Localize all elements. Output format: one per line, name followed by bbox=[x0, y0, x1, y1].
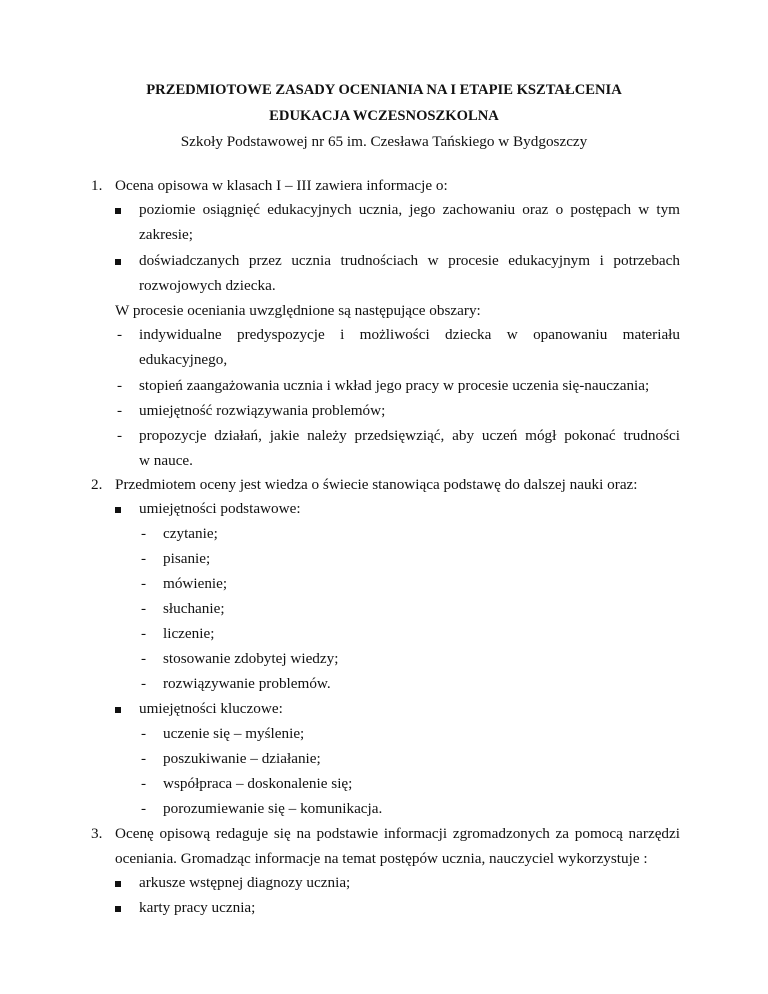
key-skill-item: porozumiewanie się – komunikacja. bbox=[163, 800, 383, 817]
section1-number: 1. bbox=[91, 177, 103, 194]
section2-basic-label: umiejętności podstawowe: bbox=[139, 500, 301, 517]
key-skill-item: uczenie się – myślenie; bbox=[163, 725, 305, 742]
bullet-square-icon bbox=[115, 208, 121, 214]
document-title-line1: PRZEDMIOTOWE ZASADY OCENIANIA NA I ETAPIE KSZTAŁCENIA bbox=[146, 82, 622, 98]
basic-skill-item: stosowanie zdobytej wiedzy; bbox=[163, 650, 339, 667]
section1-bullet1-line1: poziomie osiągnięć edukacyjnych ucznia, jego zachowaniu oraz o postępach w tym bbox=[139, 201, 680, 218]
section1-bullet2-line2: rozwojowych dziecka. bbox=[139, 277, 276, 294]
section1-area2: stopień zaangażowania ucznia i wkład jego pracy w procesie uczenia się-nauczania; bbox=[139, 377, 650, 394]
section1-area1-line1: indywidualne predyspozycje i możliwości dziecka w opanowaniu materiału bbox=[139, 326, 680, 343]
key-skill-item: współpraca – doskonalenie się; bbox=[163, 775, 353, 792]
section1-intro: Ocena opisowa w klasach I – III zawiera informacje o: bbox=[115, 177, 448, 194]
section3-line2: oceniania. Gromadząc informacje na temat postępów ucznia, nauczyciel wykorzystuje : bbox=[115, 850, 648, 867]
basic-skill-item: rozwiązywanie problemów. bbox=[163, 675, 331, 692]
bullet-square-icon bbox=[115, 259, 121, 265]
list-dash: - bbox=[141, 650, 147, 667]
bullet-square-icon bbox=[115, 507, 121, 513]
basic-skill-item: słuchanie; bbox=[163, 600, 225, 617]
section2-intro: Przedmiotem oceny jest wiedza o świecie stanowiąca podstawę do dalszej nauki oraz: bbox=[115, 476, 638, 493]
section2-number: 2. bbox=[91, 476, 103, 493]
list-dash: - bbox=[141, 600, 147, 617]
section3-bullet: karty pracy ucznia; bbox=[139, 899, 256, 916]
basic-skill-item: mówienie; bbox=[163, 575, 228, 592]
section1-area4-line2: w nauce. bbox=[139, 452, 193, 469]
section1-bullet2-line1: doświadczanych przez ucznia trudnościach w procesie edukacyjnym i potrzebach bbox=[139, 252, 680, 269]
list-dash: - bbox=[141, 675, 147, 692]
list-dash: - bbox=[141, 625, 147, 642]
section1-bullet1-line2: zakresie; bbox=[139, 226, 193, 243]
key-skill-item: poszukiwanie – działanie; bbox=[163, 750, 321, 767]
list-dash: - bbox=[141, 750, 147, 767]
section3-bullet: arkusze wstępnej diagnozy ucznia; bbox=[139, 874, 351, 891]
document-subtitle: Szkoły Podstawowej nr 65 im. Czesława Tańskiego w Bydgoszczy bbox=[180, 133, 588, 150]
section1-areas-intro: W procesie oceniania uwzględnione są następujące obszary: bbox=[115, 302, 481, 319]
section1-area4-line1: propozycje działań, jakie należy przedsięwziąć, aby uczeń mógł pokonać trudności bbox=[139, 427, 680, 444]
basic-skill-item: pisanie; bbox=[163, 550, 211, 567]
list-dash: - bbox=[141, 575, 147, 592]
list-dash: - bbox=[117, 377, 123, 394]
bullet-square-icon bbox=[115, 906, 121, 912]
list-dash: - bbox=[141, 525, 147, 542]
document-title-line2: EDUKACJA WCZESNOSZKOLNA bbox=[269, 108, 499, 124]
section3-number: 3. bbox=[91, 825, 103, 842]
list-dash: - bbox=[141, 550, 147, 567]
basic-skill-item: liczenie; bbox=[163, 625, 215, 642]
section1-area1-line2: edukacyjnego, bbox=[139, 351, 228, 368]
list-dash: - bbox=[141, 800, 147, 817]
list-dash: - bbox=[117, 427, 123, 444]
section3-line1: Ocenę opisową redaguje się na podstawie informacji zgromadzonych za pomocą narzędzi bbox=[115, 825, 680, 842]
section1-area3: umiejętność rozwiązywania problemów; bbox=[139, 402, 386, 419]
list-dash: - bbox=[117, 326, 123, 343]
list-dash: - bbox=[141, 725, 147, 742]
section2-key-label: umiejętności kluczowe: bbox=[139, 700, 283, 717]
bullet-square-icon bbox=[115, 707, 121, 713]
list-dash: - bbox=[117, 402, 123, 419]
basic-skill-item: czytanie; bbox=[163, 525, 218, 542]
bullet-square-icon bbox=[115, 881, 121, 887]
list-dash: - bbox=[141, 775, 147, 792]
